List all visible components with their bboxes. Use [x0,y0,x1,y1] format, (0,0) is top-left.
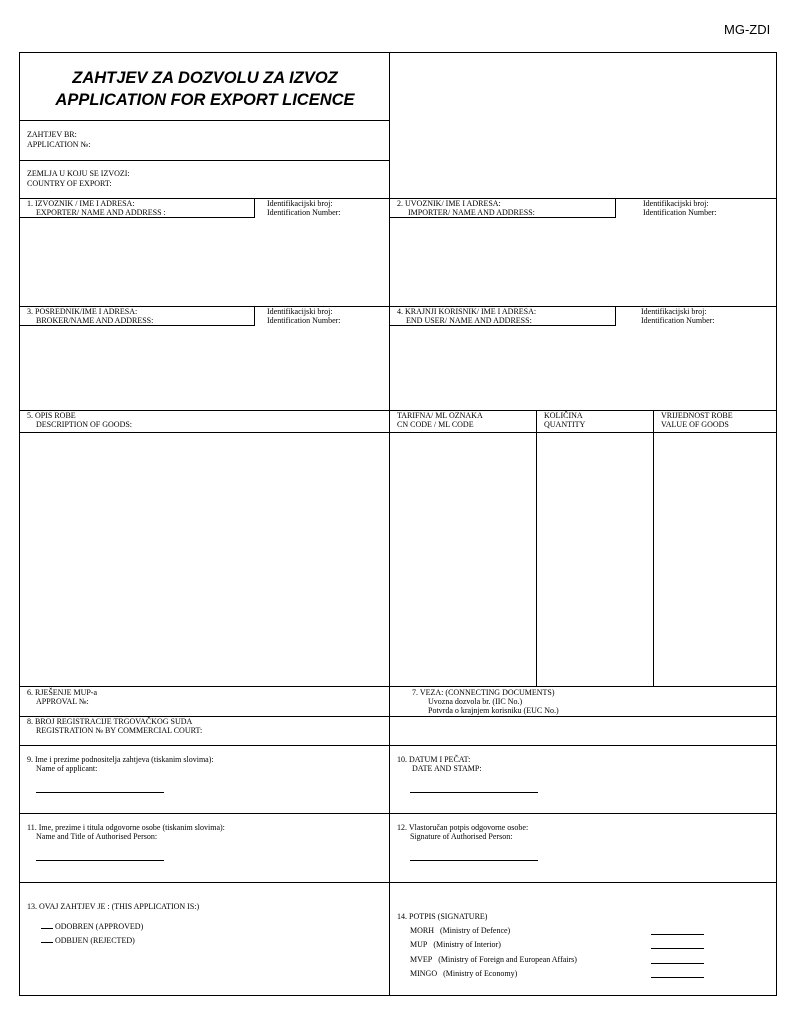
approved-checkbox[interactable] [41,921,53,929]
application-no-label-en: APPLICATION №: [27,140,91,149]
country-of-export-label-local: ZEMLJA U KOJU SE IZVOZI: [27,169,130,178]
rejected-label: ODBIJEN (REJECTED) [55,936,135,945]
description-label-local: 5. OPIS ROBE [27,411,76,420]
broker-label-local: 3. POSREDNIK/IME I ADRESA: [27,307,138,316]
iic-no-label: Uvozna dozvola br. (IIC No.) [428,697,523,706]
title-local: ZAHTJEV ZA DOZVOLU ZA IZVOZ [72,69,338,87]
row-divider-5 [19,686,777,687]
cn-code-label-local: TARIFNA/ ML OZNAKA [397,411,483,420]
cn-code-label-en: CN CODE / ML CODE [397,420,474,429]
end-user-id-label-local: Identifikacijski broj: [641,307,707,316]
row-divider-9 [19,882,777,883]
signature-label-en: Signature of Authorised Person: [410,832,513,841]
approved-option[interactable] [41,921,143,932]
ministry-mup [410,940,501,950]
applicant-name-line[interactable] [36,792,164,793]
authorised-person-label-en: Name and Title of Authorised Person: [36,832,158,841]
center-divider [389,52,390,996]
importer-label-en: IMPORTER/ NAME AND ADDRESS: [408,208,535,217]
ministry-mvep-signature-line[interactable] [651,963,704,964]
euc-no-label: Potvrda o krajnjem korisniku (EUC No.) [428,706,559,715]
commercial-court-label-en: REGISTRATION № BY COMMERCIAL COURT: [36,726,203,735]
application-no-divider [19,160,390,161]
signature-line[interactable] [410,860,538,861]
row-divider-4 [19,432,777,433]
ministry-mvep-abbr: MVEP [410,955,433,964]
ministry-morh-name: (Ministry of Defence) [440,926,511,935]
applicant-name-label-en: Name of applicant: [36,764,98,773]
end-user-label-local: 4. KRAJNJI KORISNIK/ IME I ADRESA: [397,307,537,316]
ministry-mingo-signature-line[interactable] [651,977,704,978]
value-label-en: VALUE OF GOODS [661,420,729,429]
end-user-id-label-en: Identification Number: [641,316,715,325]
exporter-id-label-local: Identifikacijski broj: [267,199,333,208]
applicant-name-label-local: 9. Ime i prezime podnositelja zahtjeva (tiskanim slovima): [27,755,214,764]
title-english: APPLICATION FOR EXPORT LICENCE [55,91,355,109]
ministry-mingo-abbr: MINGO [410,969,438,978]
ministry-mvep [410,955,577,965]
ministry-mvep-name: (Ministry of Foreign and European Affairs) [438,955,577,964]
importer-id-label-local: Identifikacijski broj: [643,199,709,208]
exporter-id-label-en: Identification Number: [267,208,341,217]
ministry-mingo-name: (Ministry of Economy) [443,969,518,978]
country-of-export-label-en: COUNTRY OF EXPORT: [27,179,112,188]
application-status-label: 13. OVAJ ZAHTJEV JE : (THIS APPLICATION IS:) [27,902,200,911]
value-col-divider [653,410,654,686]
broker-label-en: BROKER/NAME AND ADDRESS: [36,316,154,325]
ministry-mup-name: (Ministry of Interior) [433,940,501,949]
signature-label-local: 12. Vlastoručan potpis odgovorne osobe: [397,823,529,832]
commercial-court-label-local: 8. BROJ REGISTRACIJE TRGOVAČKOG SUDA [27,717,193,726]
approved-label: ODOBREN (APPROVED) [55,922,144,931]
broker-id-label-en: Identification Number: [267,316,341,325]
broker-id-label-local: Identifikacijski broj: [267,307,333,316]
exporter-label-en: EXPORTER/ NAME AND ADDRESS : [36,208,166,217]
ministries-signature-label: 14. POTPIS (SIGNATURE) [397,912,488,921]
importer-label-local: 2. UVOZNIK/ IME I ADRESA: [397,199,501,208]
quantity-label-en: QUANTITY [544,420,586,429]
form-frame [19,52,777,996]
authorised-person-label-local: 11. Ime, prezime i titula odgovorne osobe (tiskanim slovima): [27,823,225,832]
application-no-label-local: ZAHTJEV BR: [27,130,77,139]
ministry-morh [410,926,510,936]
value-label-local: VRIJEDNOST ROBE [661,411,733,420]
approval-label-en: APPROVAL №: [36,697,89,706]
ministry-mingo [410,969,517,979]
quantity-label-local: KOLIČINA [544,411,583,420]
authorised-person-line[interactable] [36,860,164,861]
description-label-en: DESCRIPTION OF GOODS: [36,420,133,429]
ministry-morh-abbr: MORH [410,926,435,935]
approval-label-local: 6. RJEŠENJE MUP-a [27,688,98,697]
connecting-documents-label: 7. VEZA: (CONNECTING DOCUMENTS) [412,688,555,697]
date-stamp-label-en: DATE AND STAMP: [412,764,482,773]
date-stamp-label-local: 10. DATUM I PEČAT: [397,755,471,764]
ministry-mup-signature-line[interactable] [651,948,704,949]
importer-id-label-en: Identification Number: [643,208,717,217]
form-code: MG-ZDI [724,22,771,37]
row-divider-7 [19,745,777,746]
exporter-label-local: 1. IZVOZNIK / IME I ADRESA: [27,199,135,208]
row-divider-8 [19,813,777,814]
date-stamp-line[interactable] [410,792,538,793]
ministry-morh-signature-line[interactable] [651,934,704,935]
rejected-option[interactable] [41,935,135,946]
quantity-col-divider [536,410,537,686]
title-divider [19,120,390,121]
rejected-checkbox[interactable] [41,935,53,943]
end-user-label-en: END USER/ NAME AND ADDRESS: [406,316,532,325]
ministry-mup-abbr: MUP [410,940,428,949]
